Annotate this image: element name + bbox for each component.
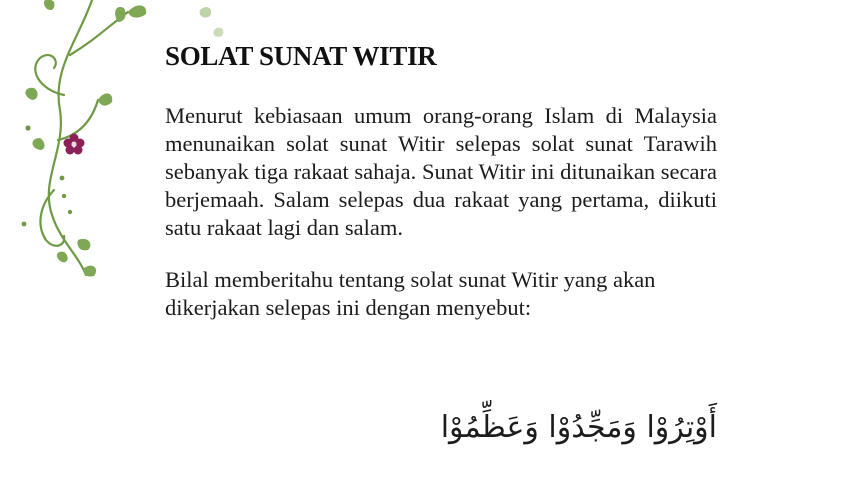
leaf	[213, 28, 223, 37]
section-title: SOLAT SUNAT WITIR	[165, 41, 437, 71]
leaf	[128, 5, 146, 17]
leaf	[77, 239, 90, 250]
section-content	[165, 40, 717, 322]
paragraph-bilal-announcement: Bilal memberitahu tentang solat sunat Witir yang akan dikerjakan selepas ini dengan menyebut:	[165, 267, 656, 320]
dot	[68, 210, 72, 214]
branch-right	[58, 100, 98, 140]
dot	[25, 125, 30, 130]
leaf	[200, 7, 211, 17]
paragraph-witir-description: Menurut kebiasaan umum orang-orang Islam di Malaysia menunaikan solat sunat Witir selepas solat sunat Tarawih sebanyak tiga rakaat sahaja. Sunat Witir ini ditunaikan secara berjemaah. Salam selepas dua rakaat yang pertama, diikuti satu rakaat lagi dan salam.	[165, 103, 717, 240]
leaf	[83, 266, 96, 277]
dot	[62, 194, 66, 198]
leaf	[25, 88, 37, 100]
leaf	[44, 0, 55, 10]
vine-stems	[35, 0, 128, 275]
leaf	[98, 93, 112, 105]
petal	[74, 146, 83, 155]
dot	[22, 222, 27, 227]
flower-center	[72, 142, 77, 147]
arabic-phrase: أَوْتِرُوْا وَمَجِّدُوْا وَعَظِّمُوْا	[440, 410, 717, 445]
petal	[64, 139, 73, 148]
leaf	[57, 252, 68, 263]
leaf	[33, 138, 45, 150]
dot	[60, 176, 65, 181]
